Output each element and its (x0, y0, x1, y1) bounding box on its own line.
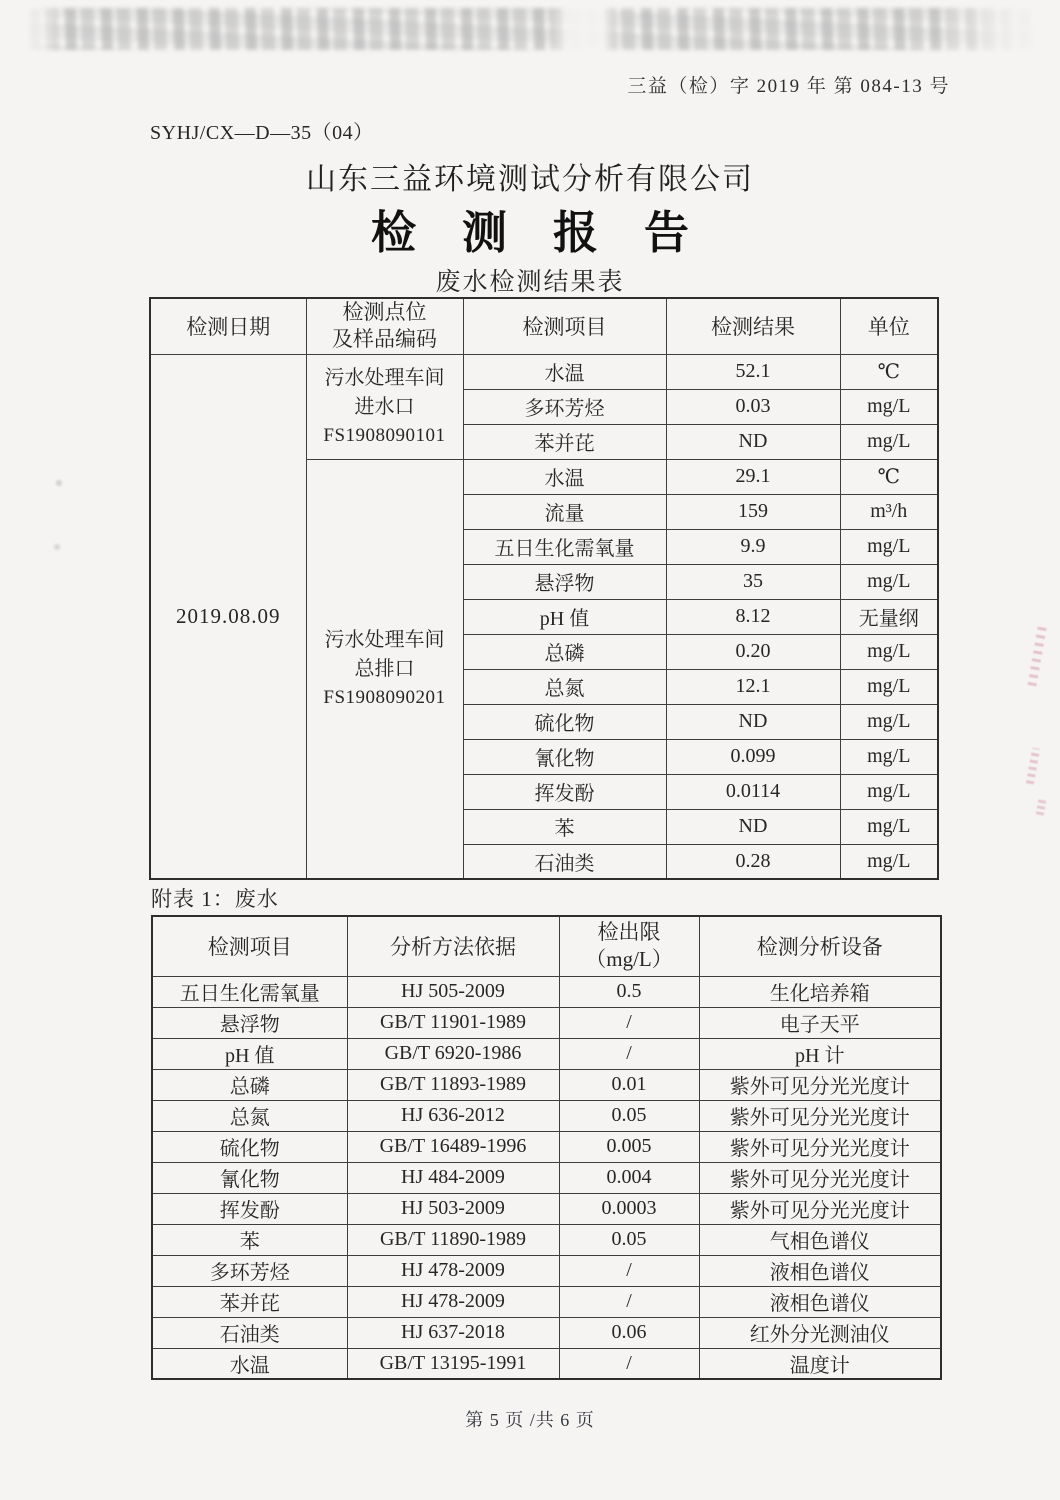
cell-item: 五日生化需氧量 (463, 529, 666, 564)
cell-device: 紫外可见分光光度计 (699, 1131, 941, 1162)
cell-method: HJ 636-2012 (347, 1100, 559, 1131)
table-row (152, 1131, 941, 1162)
report-number: 三益（检）字 2019 年 第 084-13 号 (627, 76, 950, 97)
col-header-location-line2: 及样品编码 (332, 327, 437, 352)
stamp-bleedthrough-mark (1026, 748, 1040, 785)
cell-result: 159 (666, 494, 840, 529)
cell-item: 氰化物 (152, 1162, 347, 1193)
scan-speck (54, 479, 64, 487)
cell-limit: 0.004 (559, 1162, 699, 1193)
cell-device: 生化培养箱 (699, 976, 941, 1007)
cell-limit: / (559, 1348, 699, 1379)
method-header-row (152, 916, 941, 976)
location-line: 污水处理车间 (324, 366, 445, 389)
cell-unit: mg/L (840, 564, 938, 599)
table-row (152, 1348, 941, 1379)
col-header-item: 检测项目 (152, 916, 347, 976)
cell-unit: ℃ (840, 459, 938, 494)
cell-item: 总氮 (463, 669, 666, 704)
cell-device: 紫外可见分光光度计 (699, 1193, 941, 1224)
col-header-location-line1: 检测点位 (342, 300, 427, 324)
col-header-detection-limit (559, 916, 699, 976)
cell-device: 紫外可见分光光度计 (699, 1100, 941, 1131)
cell-item: 五日生化需氧量 (152, 976, 347, 1007)
cell-unit: mg/L (840, 424, 938, 459)
cell-limit: 0.005 (559, 1131, 699, 1162)
stamp-bleedthrough-mark (1036, 799, 1046, 815)
cell-unit: mg/L (840, 739, 938, 774)
cell-device: 温度计 (699, 1348, 941, 1379)
scan-speck (52, 543, 62, 551)
table-row (150, 354, 938, 389)
report-title: 检测报告 (370, 208, 735, 258)
cell-item: 石油类 (463, 844, 666, 879)
cell-item: 水温 (463, 459, 666, 494)
cell-unit: mg/L (840, 669, 938, 704)
stamp-bleedthrough-mark (1028, 622, 1048, 687)
cell-unit: ℃ (840, 354, 938, 389)
cell-device: 紫外可见分光光度计 (699, 1069, 941, 1100)
col-header-item: 检测项目 (463, 298, 666, 354)
table-row (152, 1193, 941, 1224)
cell-result: 9.9 (666, 529, 840, 564)
cell-item: 水温 (463, 354, 666, 389)
cell-unit: mg/L (840, 774, 938, 809)
cell-unit: mg/L (840, 389, 938, 424)
table-row (152, 1317, 941, 1348)
cell-result: 0.03 (666, 389, 840, 424)
cell-method: HJ 484-2009 (347, 1162, 559, 1193)
sample-date-cell: 2019.08.09 (150, 354, 306, 879)
cell-limit: / (559, 1255, 699, 1286)
cell-method: GB/T 13195-1991 (347, 1348, 559, 1379)
table-row (152, 1162, 941, 1193)
cell-item: 苯并芘 (463, 424, 666, 459)
location-line: 进水口 (354, 395, 415, 418)
cell-unit: mg/L (840, 844, 938, 879)
cell-device: 电子天平 (699, 1007, 941, 1038)
cell-limit: / (559, 1007, 699, 1038)
cell-result: 8.12 (666, 599, 840, 634)
cell-item: pH 值 (463, 599, 666, 634)
cell-limit: 0.06 (559, 1317, 699, 1348)
analysis-method-table (151, 915, 942, 1380)
col-header-unit: 单位 (840, 298, 938, 354)
cell-item: 苯 (152, 1224, 347, 1255)
cell-result: 12.1 (666, 669, 840, 704)
cell-limit: 0.5 (559, 976, 699, 1007)
cell-item: 多环芳烃 (463, 389, 666, 424)
cell-limit: / (559, 1038, 699, 1069)
cell-result: 0.28 (666, 844, 840, 879)
sample-code: FS1908090201 (323, 687, 446, 709)
cell-limit: 0.05 (559, 1100, 699, 1131)
cell-method: HJ 505-2009 (347, 976, 559, 1007)
cell-item: 硫化物 (463, 704, 666, 739)
report-subtitle: 废水检测结果表 (435, 269, 625, 296)
table-row (152, 976, 941, 1007)
cell-method: HJ 503-2009 (347, 1193, 559, 1224)
cell-item: 总磷 (152, 1069, 347, 1100)
cell-item: 挥发酚 (463, 774, 666, 809)
cell-result: 0.099 (666, 739, 840, 774)
cell-unit: mg/L (840, 704, 938, 739)
company-name: 山东三益环境测试分析有限公司 (306, 163, 754, 196)
cell-device: pH 计 (699, 1038, 941, 1069)
cell-item: 总磷 (463, 634, 666, 669)
cell-method: GB/T 11890-1989 (347, 1224, 559, 1255)
cell-item: 石油类 (152, 1317, 347, 1348)
cell-limit: 0.0003 (559, 1193, 699, 1224)
cell-unit: mg/L (840, 634, 938, 669)
cell-item: 多环芳烃 (152, 1255, 347, 1286)
cell-method: GB/T 11901-1989 (347, 1007, 559, 1038)
cell-device: 液相色谱仪 (699, 1255, 941, 1286)
cell-result: 0.0114 (666, 774, 840, 809)
cell-item: 挥发酚 (152, 1193, 347, 1224)
cell-limit: / (559, 1286, 699, 1317)
cell-method: HJ 478-2009 (347, 1255, 559, 1286)
cell-result: ND (666, 704, 840, 739)
cell-method: GB/T 11893-1989 (347, 1069, 559, 1100)
cell-result: 52.1 (666, 354, 840, 389)
col-header-device: 检测分析设备 (699, 916, 941, 976)
location-line: 污水处理车间 (324, 629, 445, 652)
cell-limit: 0.01 (559, 1069, 699, 1100)
document-code: SYHJ/CX—D—35（04） (150, 122, 374, 144)
col-header-result: 检测结果 (666, 298, 840, 354)
cell-result: 29.1 (666, 459, 840, 494)
cell-limit: 0.05 (559, 1224, 699, 1255)
appendix-table-label: 附表 1：废水 (151, 887, 279, 911)
cell-result: 35 (666, 564, 840, 599)
table-row (152, 1038, 941, 1069)
location-line: 总排口 (354, 658, 415, 681)
table-row (152, 1224, 941, 1255)
cell-device: 红外分光测油仪 (699, 1317, 941, 1348)
table-row (152, 1100, 941, 1131)
cell-item: 流量 (463, 494, 666, 529)
cell-result: 0.20 (666, 634, 840, 669)
cell-item: 氰化物 (463, 739, 666, 774)
table-row (152, 1069, 941, 1100)
col-header-limit-line1: 检出限 (597, 919, 661, 944)
col-header-date: 检测日期 (150, 298, 306, 354)
cell-method: GB/T 6920-1986 (347, 1038, 559, 1069)
cell-item: 水温 (152, 1348, 347, 1379)
cell-device: 气相色谱仪 (699, 1224, 941, 1255)
cell-device: 液相色谱仪 (699, 1286, 941, 1317)
cell-item: pH 值 (152, 1038, 347, 1069)
cell-method: HJ 478-2009 (347, 1286, 559, 1317)
cell-item: 苯 (463, 809, 666, 844)
sample-code: FS1908090101 (323, 424, 446, 446)
cell-item: 硫化物 (152, 1131, 347, 1162)
cell-item: 苯并芘 (152, 1286, 347, 1317)
page-number: 第 5 页 /共 6 页 (465, 1410, 595, 1430)
table-row (152, 1255, 941, 1286)
cell-method: HJ 637-2018 (347, 1317, 559, 1348)
results-header-row (150, 298, 938, 354)
sampling-location-outlet-cell (306, 459, 463, 879)
cell-unit: m³/h (840, 494, 938, 529)
sampling-location-inlet-cell (306, 354, 463, 459)
cell-unit: mg/L (840, 809, 938, 844)
col-header-method: 分析方法依据 (347, 916, 559, 976)
wastewater-results-table (149, 297, 939, 880)
cell-result: ND (666, 424, 840, 459)
table-row (152, 1007, 941, 1038)
col-header-limit-line2: （mg/L） (585, 947, 673, 972)
cell-result: ND (666, 809, 840, 844)
cell-item: 总氮 (152, 1100, 347, 1131)
scan-ghost-text-band (30, 8, 1032, 50)
col-header-location (306, 298, 463, 354)
cell-item: 悬浮物 (152, 1007, 347, 1038)
table-row (152, 1286, 941, 1317)
cell-unit: 无量纲 (840, 599, 938, 634)
cell-unit: mg/L (840, 529, 938, 564)
cell-item: 悬浮物 (463, 564, 666, 599)
cell-method: GB/T 16489-1996 (347, 1131, 559, 1162)
cell-device: 紫外可见分光光度计 (699, 1162, 941, 1193)
